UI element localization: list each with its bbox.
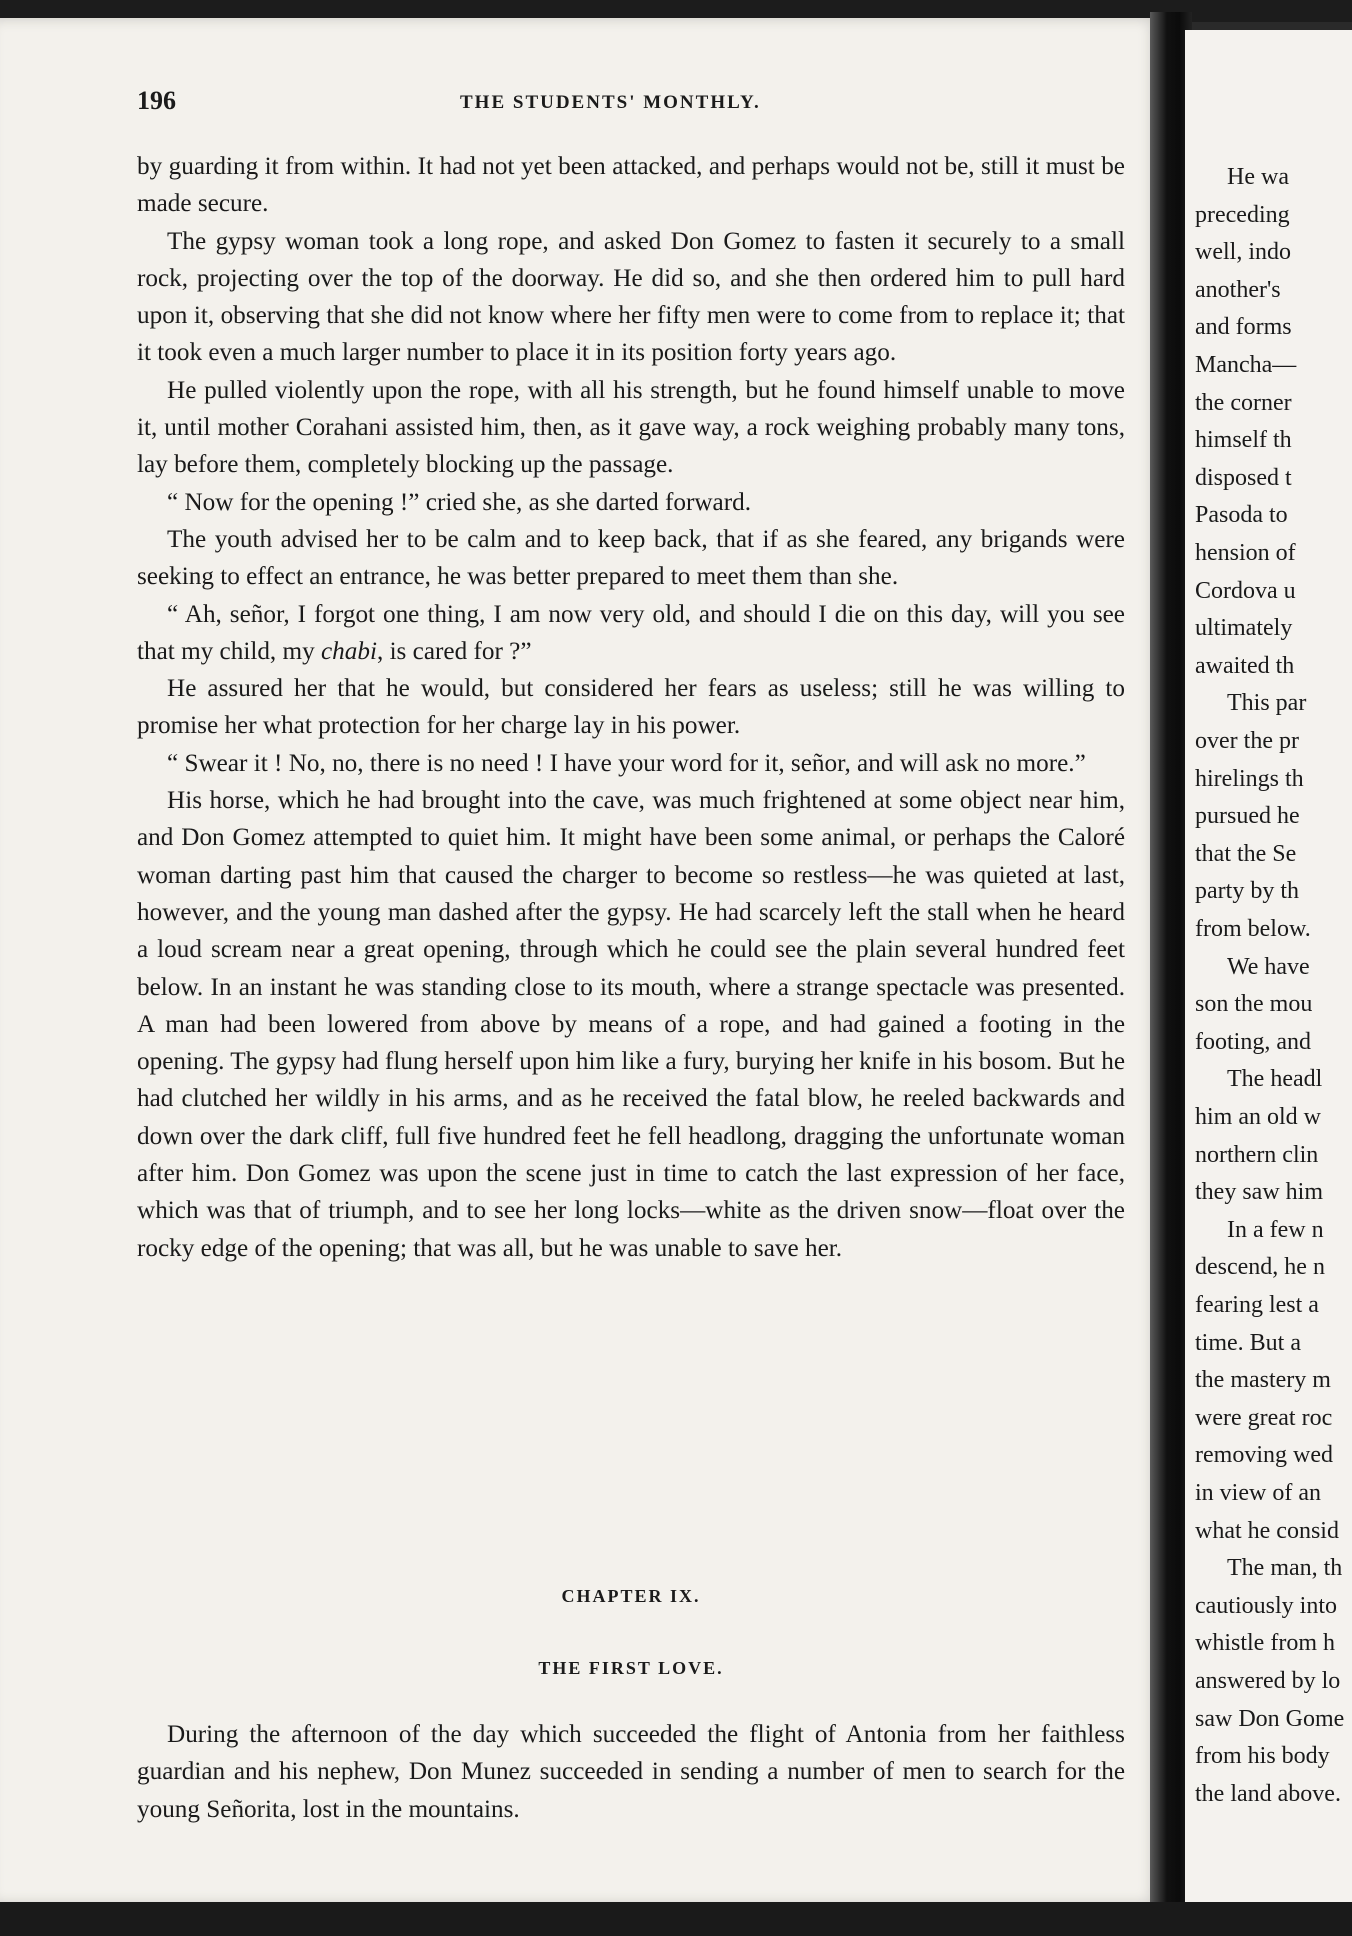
right-page-line: footing, and	[1195, 1028, 1311, 1055]
right-page-line: hension of	[1195, 540, 1296, 566]
right-page-line: We have	[1227, 953, 1310, 980]
running-head	[137, 84, 1132, 124]
right-page-line: The headl	[1227, 1066, 1323, 1093]
right-page-line: saw Don Gome	[1195, 1705, 1345, 1732]
chapter-paragraph: During the afternoon of the day which succeeded the flight of Antonia from her faithless guardian and his nephew, Don Munez succeeded in sending a number of men to search for the young Señorita, lost in the mountains.	[137, 1721, 1125, 1823]
right-page-line: over the pr	[1195, 728, 1299, 754]
right-page-line: hirelings th	[1195, 765, 1304, 792]
right-page-line: him an old w	[1195, 1104, 1321, 1130]
right-page-line: removing wed	[1195, 1442, 1333, 1469]
right-page-line: cautiously into	[1195, 1592, 1337, 1619]
right-page-line: The man, th	[1227, 1555, 1343, 1582]
right-page-line: descend, he n	[1195, 1254, 1325, 1281]
page-number: 196	[137, 86, 176, 115]
right-page-line: they saw him	[1195, 1179, 1323, 1206]
chapter-number: CHAPTER IX.	[561, 1586, 701, 1606]
right-page-line: Pasoda to	[1195, 502, 1288, 529]
right-page-line: In a few n	[1227, 1216, 1324, 1243]
right-page-line: Cordova u	[1195, 577, 1296, 604]
right-page-line: time. But a	[1195, 1329, 1301, 1356]
left-page	[0, 18, 1162, 1904]
paragraph-5: The youth advised her to be calm and to keep back, that if as she feared, any brigands were seeking to effect an entrance, he was better prepared to meet them than she.	[137, 525, 1125, 591]
paragraph-3: He pulled violently upon the rope, with all his strength, but he found himself unable to move it, until mother Corahani assisted him, then, as it gave way, a rock weighing probably many tons, lay before them, completely blocking up the passage.	[137, 376, 1125, 479]
right-page-line: answered by lo	[1195, 1668, 1341, 1694]
body-text	[137, 148, 1125, 1267]
right-page-line: in view of an	[1195, 1480, 1321, 1506]
right-page-line: party by th	[1195, 878, 1299, 905]
chapter-text	[137, 1716, 1125, 1828]
right-page-line: disposed t	[1195, 464, 1292, 491]
right-page-line: and forms	[1195, 314, 1292, 341]
right-page-line: son the mou	[1195, 991, 1313, 1018]
right-page-line: what he consid	[1195, 1517, 1339, 1544]
right-page-line: He wa	[1227, 164, 1289, 190]
scan-bottom-edge	[0, 1902, 1352, 1936]
right-page-line: the corner	[1195, 389, 1292, 416]
right-page-line: from his body	[1195, 1743, 1330, 1770]
paragraph-7: He assured her that he would, but considered her fears as useless; still he was willing to promise her what protection for her charge lay in his power.	[137, 675, 1125, 740]
right-page-line: This par	[1227, 690, 1307, 717]
right-page-line: well, indo	[1195, 239, 1291, 266]
right-page-line: northern clin	[1195, 1141, 1319, 1168]
right-page-line: himself th	[1195, 427, 1292, 454]
paragraph-9: His horse, which he had brought into the cave, was much frightened at some object near him, and Don Gomez attempted to quiet him. It might have been some animal, or perhaps the Caloré woman darting past him that caused the charger to become so restless—he was quieted at last, however, and the young man dashed after the gypsy. He had scarcely left the stall when he heard a loud scream near a great opening, through which he could see the plain several hundred feet below. In an instant he was standing close to its mouth, where a strange spectacle was presented. A man had been lowered from above by means of a rope, and had gained a footing in the opening. The gypsy had flung herself upon him like a fury, burying her knife in his bosom. But he had clutched her wildly in his arms, and as he received the fatal blow, he reeled backwards and down over the dark cliff, full five hundred feet he fell headlong, dragging the unfortunate woman after him. Don Gomez was upon the scene just in time to catch the last expression of her face, which was that of triumph, and to see her long locks—white as the driven snow—float over the rocky edge of the opening; that was all, but he was unable to save her.	[137, 787, 1125, 1262]
right-page-line: awaited th	[1195, 652, 1295, 679]
running-title: THE STUDENTS' MONTHLY.	[460, 92, 761, 113]
right-page	[1185, 30, 1352, 1904]
paragraph-2: The gypsy woman took a long rope, and asked Don Gomez to fasten it securely to a small rock, projecting over the top of the doorway. He did so, and she then ordered him to pull hard upon it, observing that she did not know where her fifty men were to come from to replace it; that it took even a much larger number to place it in its position forty years ago.	[137, 227, 1125, 367]
paragraph-1: by guarding it from within. It had not yet been attacked, and perhaps would not be, still it must be made secure.	[137, 153, 1125, 218]
right-page-line: Mancha—	[1195, 352, 1297, 378]
right-page-line: whistle from h	[1195, 1630, 1335, 1657]
right-page-line: preceding	[1195, 201, 1290, 228]
right-page-line: that the Se	[1195, 840, 1297, 867]
right-page-line: fearing lest a	[1195, 1292, 1319, 1318]
right-page-line: were great roc	[1195, 1404, 1333, 1431]
paragraph-4: “ Now for the opening !” cried she, as she darted forward.	[167, 488, 751, 516]
right-page-line: the mastery m	[1195, 1367, 1331, 1394]
chapter-title: THE FIRST LOVE.	[538, 1658, 724, 1678]
right-page-line: pursued he	[1195, 803, 1300, 830]
right-page-line: another's	[1195, 276, 1281, 303]
paragraph-8: “ Swear it ! No, no, there is no need ! I have your word for it, señor, and will ask no more.”	[167, 749, 1086, 777]
right-page-line: the land above.	[1195, 1780, 1341, 1807]
right-page-line: from below.	[1195, 916, 1311, 942]
right-page-line: ultimately	[1195, 615, 1293, 642]
paragraph-6: “ Ah, señor, I forgot one thing, I am now very old, and should I die on this day, will you see that my child, my chabi, is cared for ?”	[137, 600, 1125, 665]
